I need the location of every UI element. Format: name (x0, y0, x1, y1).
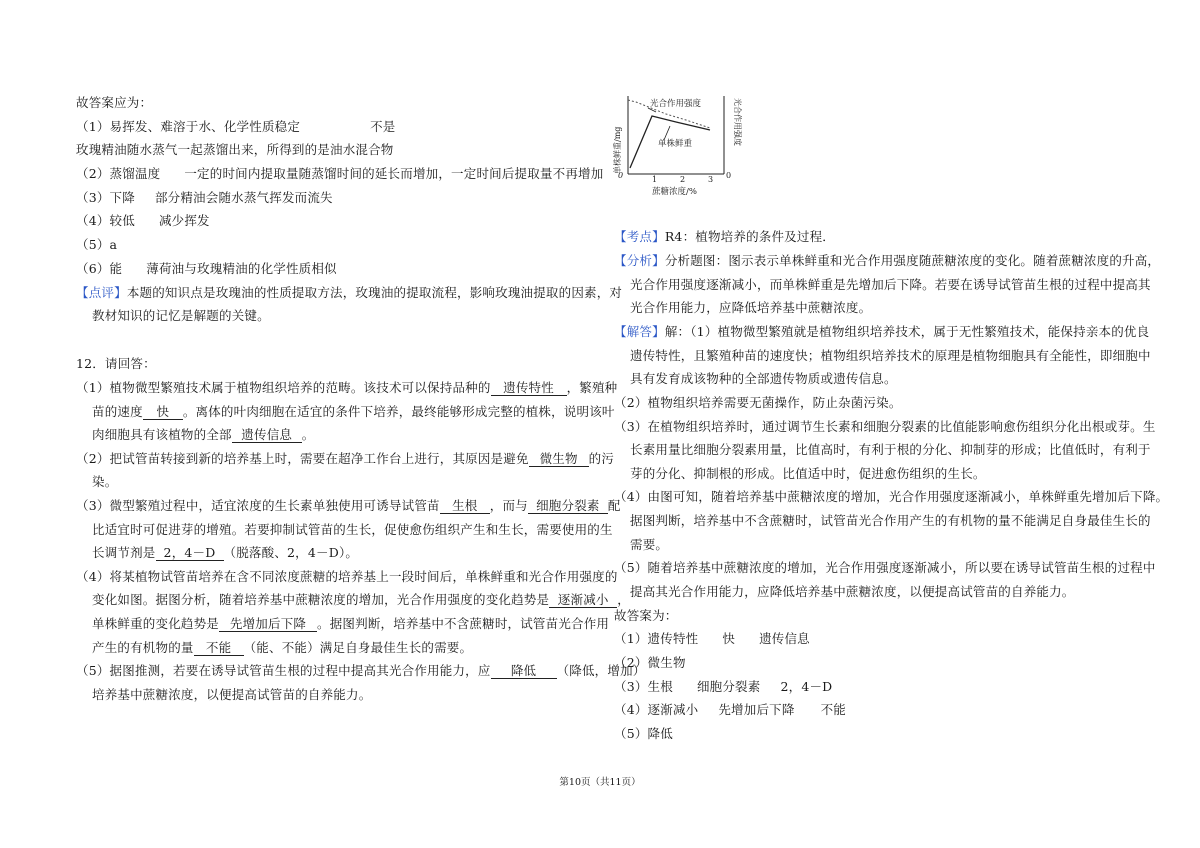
q4-line1: （4）将某植物试管苗培养在含不同浓度蔗糖的培养基上一段时间后，单株鲜重和光合作用强度的 (76, 569, 618, 584)
comment-cont: 教材知识的记忆是解题的关键。 (92, 308, 270, 323)
q1-line3: 肉细胞具有该植物的全部 遗传信息 。 (92, 427, 315, 442)
q1-line1: （1）植物微型繁殖技术属于植物组织培养的范畴。该技术可以保持品种的 遗传特性 ，繁殖种 (76, 380, 618, 395)
blank-answer: 微生物 (529, 452, 589, 467)
q1-line2: 苗的速度 快 。离体的叶肉细胞在适宜的条件下培养，最终能够形成完整的植株，说明该叶 (92, 404, 615, 419)
fenxi: 【分析】分析题图：图示表示单株鲜重和光合作用强度随蔗糖浓度的变化。随着蔗糖浓度的升高， (614, 253, 1161, 268)
label-photosynthesis: 光合作用强度 (650, 99, 702, 109)
q2-line2: 染。 (92, 474, 118, 489)
blank-answer: 遗传特性 (491, 381, 567, 396)
jieda-tag: 【解答】 (614, 324, 665, 339)
jieda-9: 据图判断，培养基中不含蔗糖时，试管苗光合作用产生的有机物的量不能满足自身最佳生长的 (630, 513, 1151, 528)
fenxi-tag: 【分析】 (614, 253, 665, 268)
fenxi-cont-1: 光合作用强度逐渐减小，而单株鲜重是先增加后下降。若要在诱导试管苗生根的过程中提高其 (630, 277, 1151, 292)
jieda-5: （3）在植物组织培养时，通过调节生长素和细胞分裂素的比值能影响愈伤组织分化出根或芽。生 (614, 419, 1156, 434)
blank-answer: 快 (143, 405, 183, 420)
kaodian: 【考点】R4：植物培养的条件及过程． (614, 229, 835, 244)
jieda-11: （5）随着培养基中蔗糖浓度的增加，光合作用强度逐渐减小，所以要在诱导试管苗生根的过程中 (614, 560, 1156, 575)
jieda-7: 芽的分化、抑制根的形成。比值适中时，促进愈伤组织的生长。 (630, 466, 986, 481)
q5-line2: 培养基中蔗糖浓度，以便提高试管苗的自养能力。 (92, 687, 372, 702)
answer-1: （1）易挥发、难溶于水、化学性质稳定 不是 (76, 119, 396, 134)
jieda-10: 需要。 (630, 537, 669, 552)
answer-2: （2）蒸馏温度 一定的时间内提取量随蒸馏时间的延长而增加，一定时间后提取量不再增加 (76, 166, 604, 181)
q4-line3: 单株鲜重的变化趋势是 先增加后下降 。据图判断，培养基中不含蔗糖时，试管苗光合作用 (92, 616, 610, 631)
blank-answer: 细胞分裂素 (528, 499, 608, 514)
answer-3: （3）下降 部分精油会随水蒸气挥发而流失 (76, 190, 333, 205)
blank-answer: 不能 (194, 641, 244, 656)
ans-1: （1）遗传特性 快 遗传信息 (614, 631, 810, 646)
jieda-6: 长素用量比细胞分裂素用量，比值高时，有利于根的分化、抑制芽的形成；比值低时，有利于 (630, 442, 1151, 457)
answer-1-cont: 玫瑰精油随水蒸气一起蒸馏出来，所得到的是油水混合物 (76, 142, 394, 157)
blank-answer: 降低 (491, 664, 557, 679)
leader-line-weight (664, 126, 670, 140)
blank-answer: 2，4－D (156, 546, 224, 561)
blank-answer: 生根 (440, 499, 490, 514)
jieda-4: （2）植物组织培养需要无菌操作，防止杂菌污染。 (614, 395, 902, 410)
q4-line2: 变化如图。据图分析，随着培养基中蔗糖浓度的增加，光合作用强度的变化趋势是 逐渐减小 ， (92, 592, 630, 607)
y-left-label: 单株鲜重/mg (613, 126, 622, 174)
q3-line2: 比适宜时可促进芽的增殖。若要抑制试管苗的生长，促使愈伤组织产生和生长，需要使用的生 (92, 522, 613, 537)
kaodian-tag: 【考点】 (614, 229, 665, 244)
answer-4: （4）较低 减少挥发 (76, 213, 210, 228)
jieda: 【解答】解：（1）植物微型繁殖就是植物组织培养技术，属于无性繁殖技术，能保持亲本的优良 (614, 324, 1150, 339)
ans-intro: 故答案为： (614, 608, 678, 623)
tick-1: 1 (652, 175, 658, 184)
blank-answer: 遗传信息 (232, 428, 302, 443)
jieda-8: （4）由图可知，随着培养基中蔗糖浓度的增加，光合作用强度逐渐减小，单株鲜重先增加后下降。 (614, 489, 1169, 504)
ans-5: （5）降低 (614, 726, 673, 741)
question-title: 12．请回答： (76, 356, 156, 371)
y-right-label: 光合作用强度 (733, 98, 742, 146)
x-axis-label: 蔗糖浓度/% (652, 187, 697, 197)
answer-6: （6）能 薄荷油与玫瑰精油的化学性质相似 (76, 261, 337, 276)
jieda-2: 遗传特性，且繁殖种苗的速度快；植物组织培养技术的原理是植物细胞具有全能性，即细胞中 (630, 348, 1151, 363)
ans-3: （3）生根 细胞分裂素 2，4－D (614, 679, 833, 694)
answer-intro: 故答案应为： (76, 95, 153, 110)
q5-line1: （5）据图推测，若要在诱导试管苗生根的过程中提高其光合作用能力，应 降低 （降低，增加） (76, 663, 646, 678)
label-fresh-weight: 单株鲜重 (658, 139, 693, 149)
fenxi-cont-2: 光合作用能力，应降低培养基中蔗糖浓度。 (630, 300, 872, 315)
ans-2: （2）微生物 (614, 655, 686, 670)
tick-3: 3 (708, 175, 714, 184)
answer-5: （5）a (76, 237, 118, 252)
q4-line4: 产生的有机物的量 不能 （能、不能）满足自身最佳生长的需要。 (92, 640, 473, 655)
right-origin-label: 0 (726, 171, 732, 180)
q3-line1: （3）微型繁殖过程中，适宜浓度的生长素单独使用可诱导试管苗 生根 ，而与 细胞分裂素 配 (76, 498, 621, 513)
comment: 【点评】本题的知识点是玫瑰油的性质提取方法，玫瑰油的提取流程，影响玫瑰油提取的因素，对 (76, 285, 623, 300)
ans-4: （4）逐渐减小 先增加后下降 不能 (614, 702, 846, 717)
q3-line3: 长调节剂是 2，4－D （脱落酸、2，4－D）。 (92, 545, 359, 560)
jieda-12: 提高其光合作用能力，应降低培养基中蔗糖浓度，以便提高试管苗的自养能力。 (630, 584, 1075, 599)
origin-label: 0 (618, 171, 624, 180)
sucrose-graph-figure (606, 82, 766, 202)
page-footer: 第10页（共11页） (559, 777, 641, 788)
tick-2: 2 (680, 175, 686, 184)
q2-line1: （2）把试管苗转接到新的培养基上时，需要在超净工作台上进行，其原因是避免 微生物 的污 (76, 451, 615, 466)
comment-tag: 【点评】 (76, 285, 127, 300)
jieda-3: 具有发育成该物种的全部遗传物质或遗传信息。 (630, 371, 897, 386)
blank-answer: 先增加后下降 (219, 617, 317, 632)
blank-answer: 逐渐减小 (549, 593, 617, 608)
